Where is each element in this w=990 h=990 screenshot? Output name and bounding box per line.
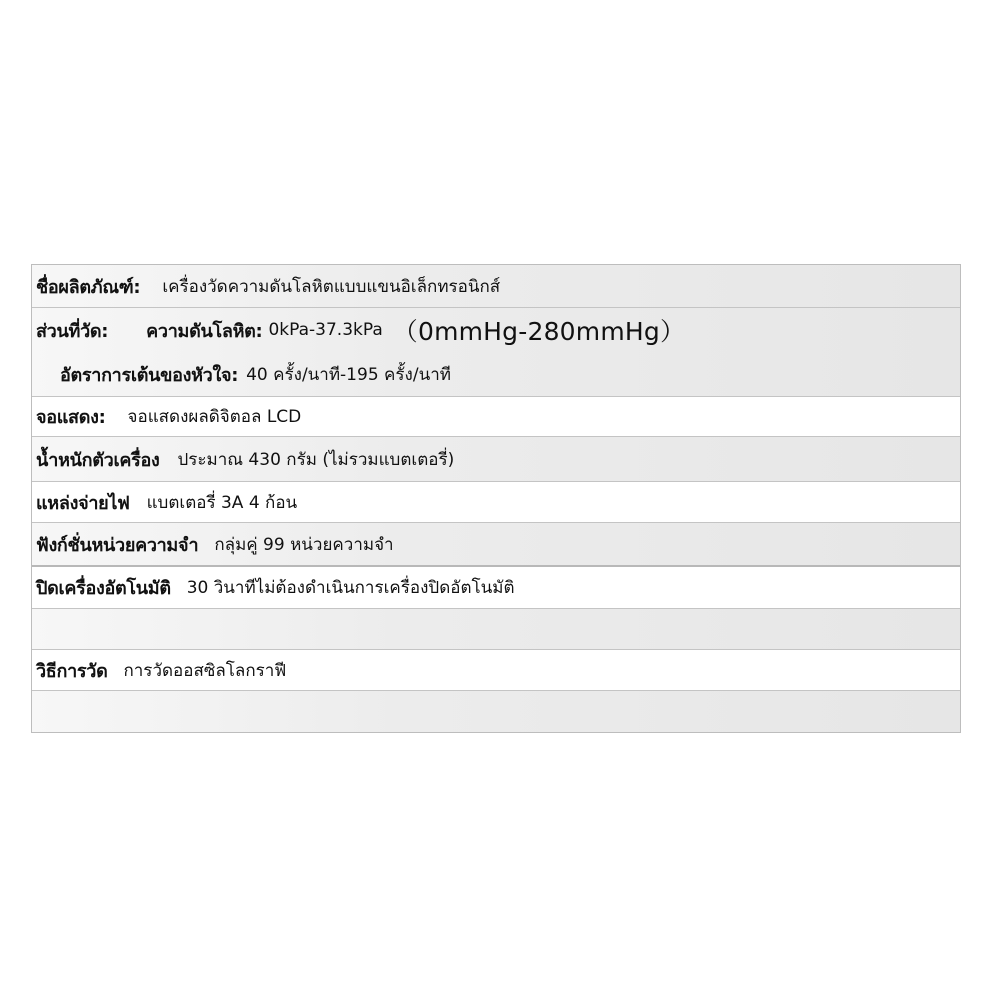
product-name-label: ชื่อผลิตภัณฑ์:	[36, 276, 141, 298]
pressure-value: 0kPa-37.3kPa	[268, 320, 383, 340]
row-weight	[32, 437, 960, 482]
row-memory	[32, 523, 960, 567]
measurement-label: ส่วนที่วัด:	[36, 320, 109, 342]
memory-value: กลุ่มคู่ 99 หน่วยความจำ	[214, 534, 394, 555]
product-name-value: เครื่องวัดความดันโลหิตแบบแขนอิเล็กทรอนิกส์	[162, 276, 501, 297]
weight-value: ประมาณ 430 กรัม (ไม่รวมแบตเตอรี่)	[177, 449, 455, 470]
memory-label: ฟังก์ชั่นหน่วยความจำ	[36, 534, 199, 556]
power-value: แบตเตอรี่ 3A 4 ก้อน	[146, 492, 298, 513]
display-label: จอแสดง:	[36, 407, 106, 428]
weight-label: น้ำหนักตัวเครื่อง	[36, 449, 160, 471]
method-label: วิธีการวัด	[36, 660, 108, 682]
row-auto-off	[32, 567, 960, 609]
pulse-value: 40 ครั้ง/นาที-195 ครั้ง/นาที	[246, 364, 451, 385]
row-power	[32, 482, 960, 523]
row-method	[32, 650, 960, 691]
auto-off-value: 30 วินาทีไม่ต้องดำเนินการเครื่องปิดอัตโนมัติ	[186, 578, 515, 598]
auto-off-label: ปิดเครื่องอัตโนมัติ	[36, 578, 171, 599]
pulse-label: อัตราการเต้นของหัวใจ:	[60, 364, 239, 386]
pressure-line	[36, 308, 960, 352]
pressure-label: ความดันโลหิต:	[146, 320, 263, 342]
pulse-line	[36, 352, 960, 396]
row-measurement-range	[32, 308, 960, 397]
row-product-name	[32, 265, 960, 308]
spec-table	[31, 264, 961, 733]
pressure-mmhg-value: （0mmHg-280mmHg）	[392, 317, 686, 346]
display-value: จอแสดงผลดิจิตอล LCD	[127, 407, 302, 427]
row-display	[32, 397, 960, 437]
row-empty	[32, 691, 960, 732]
row-empty	[32, 609, 960, 650]
method-value: การวัดออสซิลโลกราฟี	[123, 660, 287, 681]
power-label: แหล่งจ่ายไฟ	[36, 492, 130, 514]
